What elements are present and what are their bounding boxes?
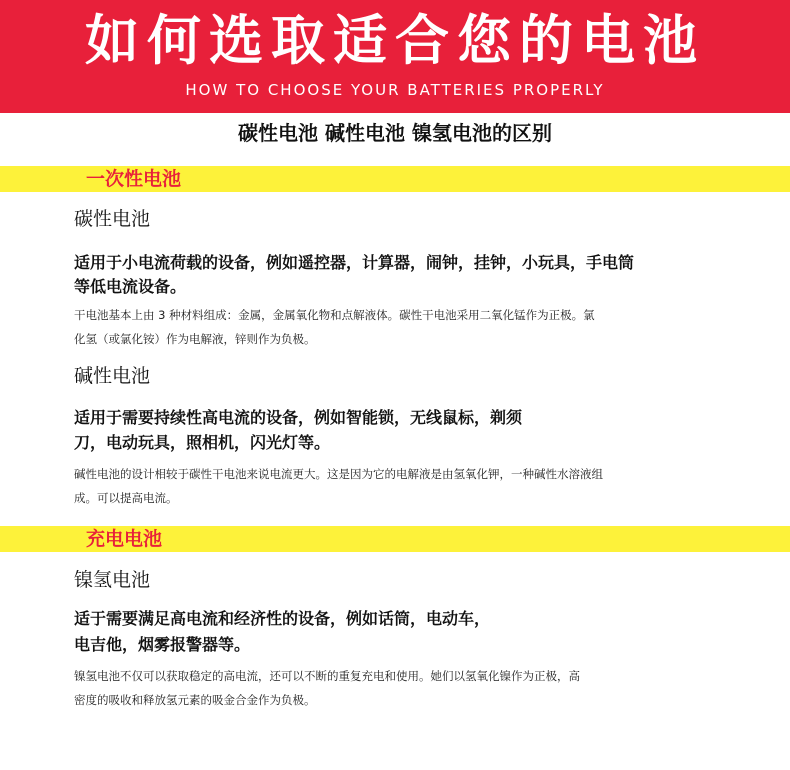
page-subtitle: HOW TO CHOOSE YOUR BATTERIES PROPERLY	[185, 81, 605, 99]
item-note-carbon-line1: 干电池基本上由 3 种材料组成：金属，金属氧化物和点解液体。碳性干电池采用二氧化锰作为正极。氯	[74, 308, 595, 322]
item-title-alkaline: 碱性电池	[74, 365, 151, 387]
item-desc-nimh-line2: 电吉他，烟雾报警器等。	[74, 635, 251, 654]
item-title-carbon: 碳性电池	[74, 208, 151, 230]
item-desc-carbon-line1: 适用于小电流荷载的设备，例如遥控器，计算器，闹钟，挂钟，小玩具，手电筒	[74, 253, 635, 272]
item-note-carbon-line2: 化氢（或氯化铵）作为电解液，锌则作为负极。	[74, 332, 316, 346]
item-note-nimh-line1: 镍氢电池不仅可以获取稳定的高电流，还可以不断的重复充电和使用。她们以氢氧化镍作为正极，高	[74, 669, 580, 683]
section-label: 充电电池	[86, 528, 163, 550]
item-desc-carbon-line2: 等低电流设备。	[74, 277, 187, 296]
item-note-alkaline-line1: 碱性电池的设计相较于碳性干电池来说电流更大。这是因为它的电解液是由氢氧化钾，一种碱性水溶液组	[74, 467, 603, 481]
section-band-primary	[0, 166, 790, 192]
item-note-nimh-line2: 密度的吸收和释放氢元素的吸金合金作为负极。	[74, 693, 316, 707]
header-banner	[0, 0, 790, 113]
section-band-rechargeable	[0, 526, 790, 552]
item-desc-alkaline-line1: 适用于需要持续性高电流的设备，例如智能锁，无线鼠标，剃须	[74, 408, 523, 427]
section-label: 一次性电池	[86, 168, 182, 190]
item-title-nimh: 镍氢电池	[74, 569, 151, 591]
item-desc-nimh-line1: 适于需要满足高电流和经济性的设备，例如话筒，电动车，	[74, 609, 491, 628]
comparison-heading: 碳性电池 碱性电池 镍氢电池的区别	[238, 121, 552, 145]
item-desc-alkaline-line2: 刀，电动玩具，照相机，闪光灯等。	[74, 433, 331, 452]
page-title: 如何选取适合您的电池	[85, 9, 705, 72]
item-note-alkaline-line2: 成。可以提高电流。	[74, 491, 178, 505]
